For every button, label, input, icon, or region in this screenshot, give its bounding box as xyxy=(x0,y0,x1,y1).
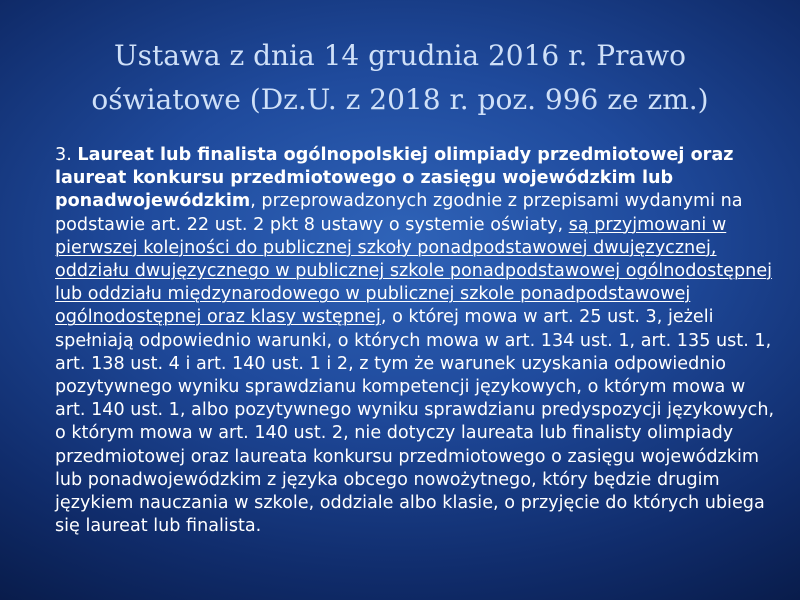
paragraph-text-after-bold: , przeprowadzonych zgodnie z przepisami wydanymi na podstawie art. 22 ust. 2 pkt 8 ustawy o systemie oświaty, xyxy=(55,191,743,235)
paragraph-text-end: , o której mowa w art. 25 ust. 3, jeżeli spełniają odpowiednio warunki, o których mowa w art. 134 ust. 1, art. 135 ust. 1, art. 138 ust. 4 i art. 140 ust. 1 i 2, z tym że warunek uzyskania odpowiednio pozytywnego wyniku sprawdzianu kompetencji językowych, o którym mowa w art. 140 ust. 1, albo pozytywnego wyniku sprawdzianu predyspozycji językowych, o którym mowa w art. 140 ust. 2, nie dotyczy laureata lub finalisty olimpiady przedmiotowej oraz laureata konkursu przedmiotowego o zasięgu wojewódzkim lub ponadwojewódzkim z języka obcego nowożytnego, który będzie drugim językiem nauczania w szkole, oddziale albo klasie, o przyjęcie do których ubiega się laureat lub finalista. xyxy=(55,307,775,537)
slide-title-line-2: oświatowe (Dz.U. z 2018 r. poz. 996 ze zm.) xyxy=(91,83,709,116)
slide-title xyxy=(40,34,760,122)
legal-paragraph xyxy=(55,144,780,538)
paragraph-underlined-text: są przyjmowani w pierwszej kolejności do publicznej szkoły ponadpodstawowej dwujęzycznej, oddziału dwujęzycznego w publicznej szkole ponadpodstawowej ogólnodostępnej lub oddziału międzynarodowego w publicznej szkole ponadpodstawowej ogólnodostępnej oraz klasy wstępnej xyxy=(55,214,773,328)
paragraph-bold-text: Laureat lub finalista ogólnopolskiej olimpiady przedmiotowej oraz laureat konkursu przedmiotowego o zasięgu wojewódzkim lub ponadwojewódzkim xyxy=(55,145,734,212)
paragraph-number: 3. xyxy=(55,145,72,165)
slide-title-line-1: Ustawa z dnia 14 grudnia 2016 r. Prawo xyxy=(113,39,687,72)
